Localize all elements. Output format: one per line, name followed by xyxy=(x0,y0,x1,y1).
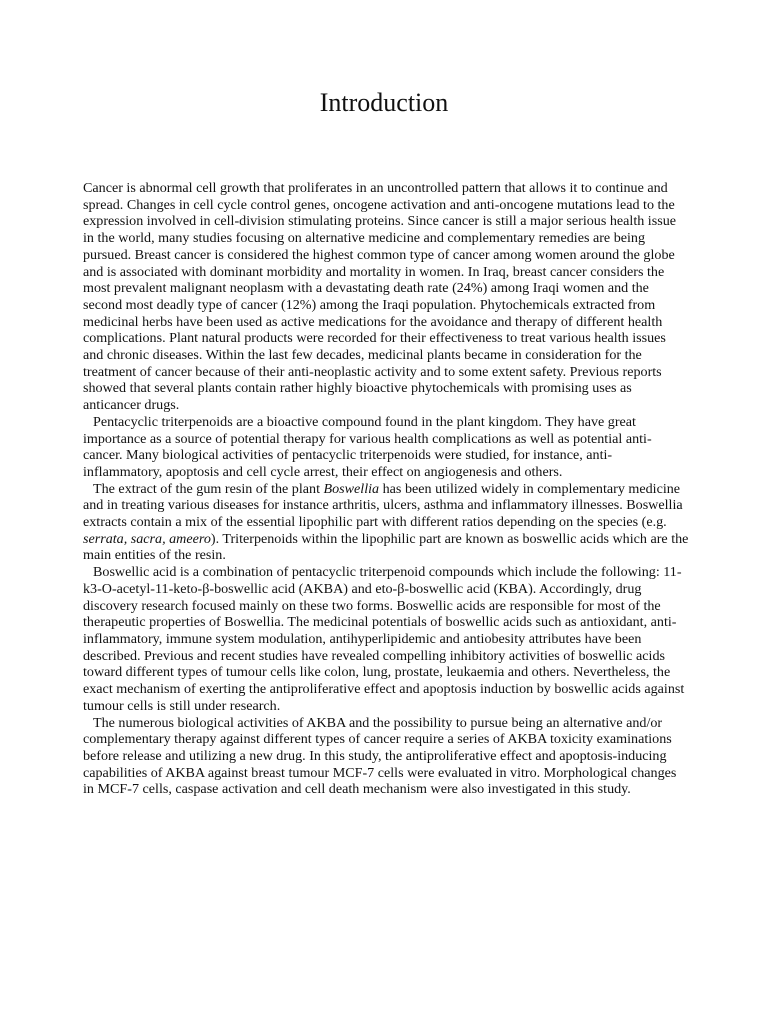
paragraph-1 xyxy=(83,180,689,414)
paragraph-1-text: Cancer is abnormal cell growth that proliferates in an uncontrolled pattern that allows it to continue and spread. Changes in cell cycle control genes, oncogene activation and anti-oncogene mutations lead to the expression involved in cell-division stimulating proteins. Since cancer is still a major serious health issue in the world, many studies focusing on alternative medicine and complementary remedies are being pursued. Breast cancer is considered the highest common type of cancer among women around the globe and is associated with dominant morbidity and mortality in women. In Iraq, breast cancer considers the most prevalent malignant neoplasm with a devastating death rate (24%) among Iraqi women and the second most deadly type of cancer (12%) among the Iraqi population. Phytochemicals extracted from medicinal herbs have been used as active medications for the avoidance and therapy of different health complications. Plant natural products were recorded for their effectiveness to treat various health issues and chronic diseases. Within the last few decades, medicinal plants became in consideration for the treatment of cancer because of their anti-neoplastic activity and to some extent safety. Previous reports showed that several plants contain rather highly bioactive phytochemicals with promising uses as anticancer drugs. xyxy=(83,180,676,414)
paragraph-3 xyxy=(83,481,689,565)
paragraph-4-text: Boswellic acid is a combination of pentacyclic triterpenoid compounds which include the following: 11-k3-O-acetyl-11-keto-β-boswellic acid (AKBA) and eto-β-boswellic acid (KBA). Accordingly, drug discovery research focused mainly on these two forms. Boswellic acids are responsible for most of the therapeutic properties of Boswellia. The medicinal potentials of boswellic acids such as antioxidant, anti-inflammatory, immune system modulation, antihyperlipidemic and antiobesity attributes have been described. Previous and recent studies have revealed compelling inhibitory activities of boswellic acids toward different types of tumour cells like colon, lung, prostate, leukaemia and others. Nevertheless, the exact mechanism of exerting the antiproliferative effect and apoptosis induction by boswellic acids against tumour cells is still under research. xyxy=(83,564,685,714)
paragraph-3-italic-species: serrata, sacra, ameero xyxy=(83,530,211,547)
paragraph-5 xyxy=(83,715,689,799)
paragraph-3-text-b: has been utilized widely in complementary medicine and in treating various diseases for instance arthritis, ulcers, asthma and inflammatory illnesses. Boswellia extracts contain a mix of the essential lipophilic part with different ratios depending on the species (e.g. xyxy=(83,480,683,531)
body-text xyxy=(83,180,689,798)
paragraph-2-text: Pentacyclic triterpenoids are a bioactive compound found in the plant kingdom. They have great importance as a source of potential therapy for various health complications as well as potential anti-cancer. Many biological activities of pentacyclic triterpenoids were studied, for instance, anti-inflammatory, apoptosis and cell cycle arrest, their effect on angiogenesis and others. xyxy=(83,413,652,480)
paragraph-2 xyxy=(83,414,689,481)
paragraph-5-text: The numerous biological activities of AKBA and the possibility to pursue being an alternative and/or complementary therapy against different types of cancer require a series of AKBA toxicity examinations before release and utilizing a new drug. In this study, the antiproliferative effect and apoptosis-inducing capabilities of AKBA against breast tumour MCF-7 cells were evaluated in vitro. Morphological changes in MCF-7 cells, caspase activation and cell death mechanism were also investigated in this study. xyxy=(83,714,677,798)
paragraph-3-text-a: The extract of the gum resin of the plant xyxy=(93,480,324,497)
paragraph-3-italic-genus: Boswellia xyxy=(323,480,380,497)
page-title: Introduction xyxy=(319,88,449,117)
paragraph-4 xyxy=(83,564,689,714)
paragraph-3-text-c: ). Triterpenoids within the lipophilic part are known as boswellic acids which are the main entities of the resin. xyxy=(83,530,689,564)
